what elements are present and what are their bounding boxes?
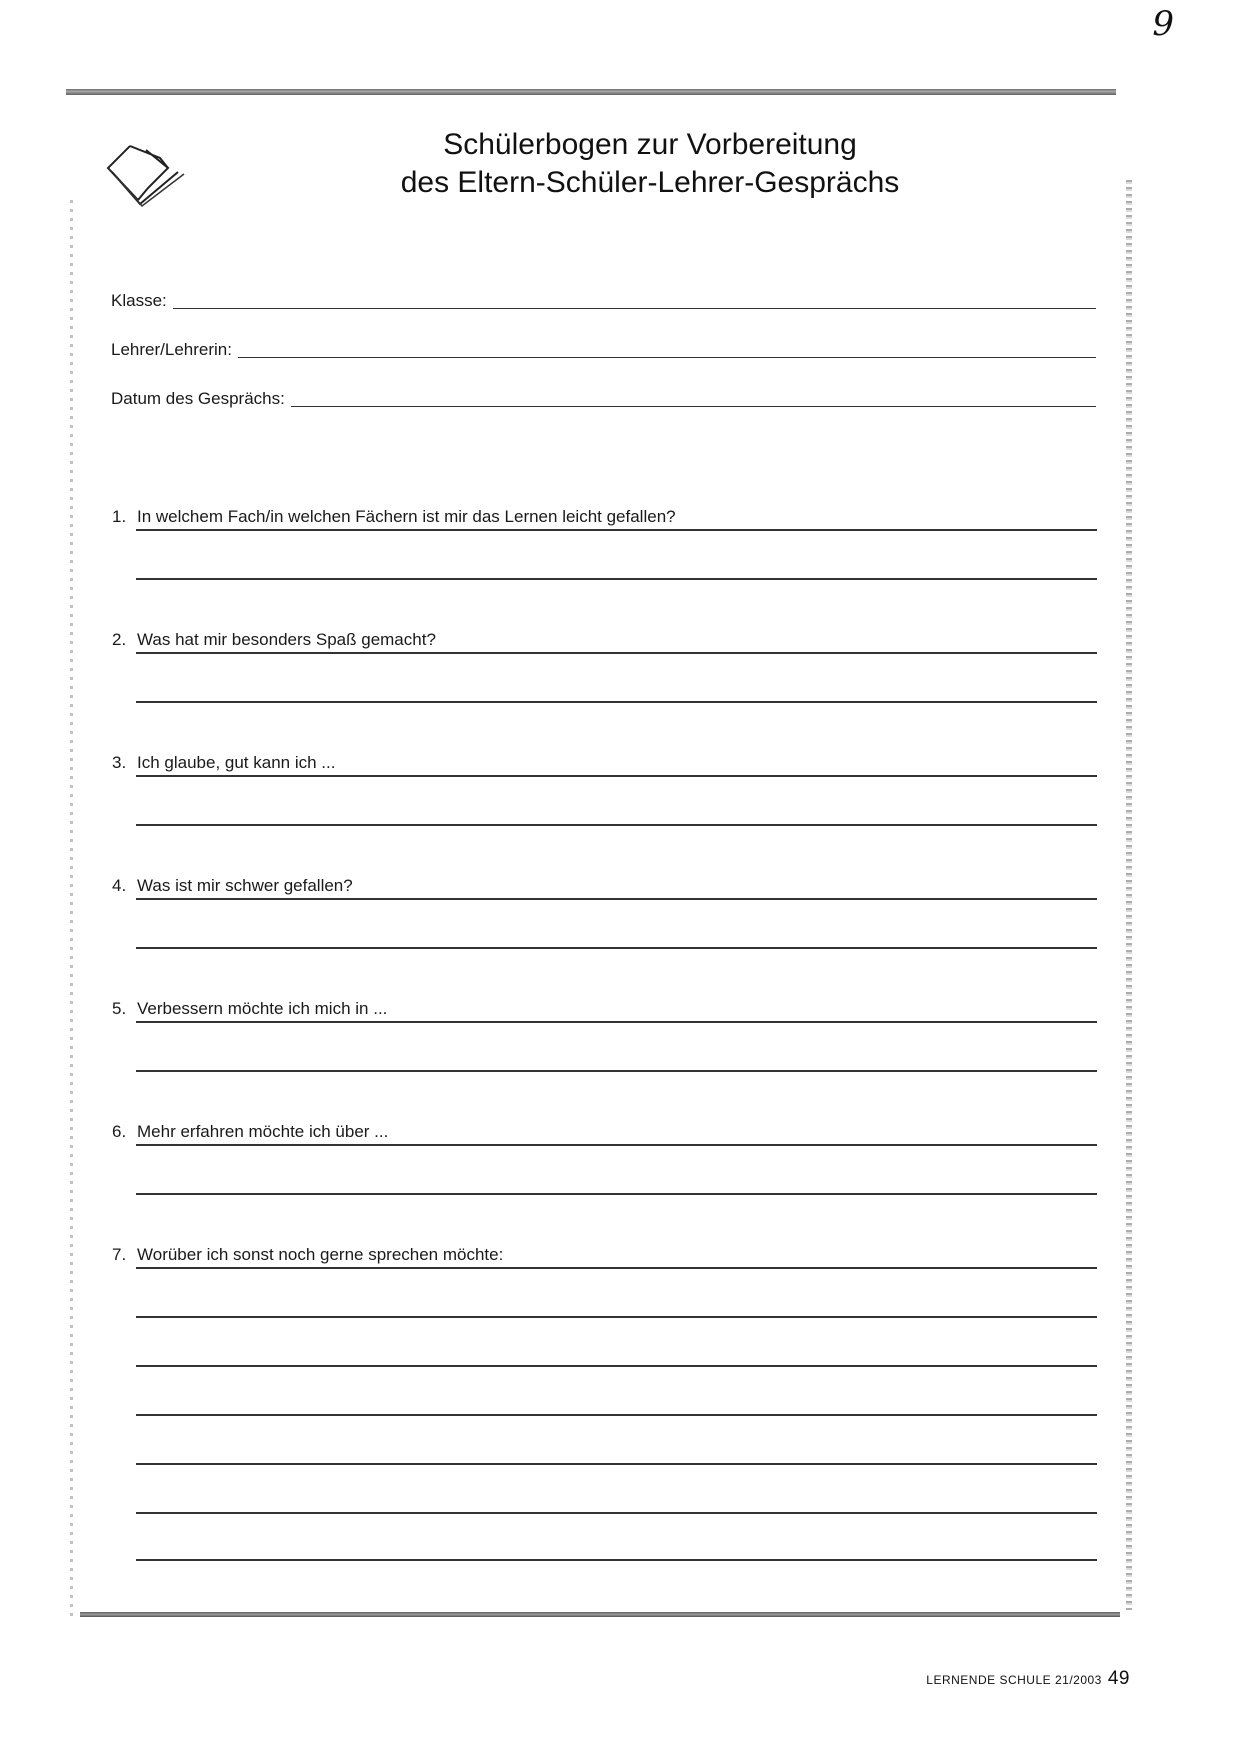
left-scan-edge [70,200,73,1620]
footer-publication: LERNENDE SCHULE 21/2003 [926,1673,1102,1687]
question-1-text: In welchem Fach/in welchen Fächern ist mir das Lernen leicht gefallen? [137,507,676,526]
title-line-1: Schülerbogen zur Vorbereitung [443,128,857,161]
datum-label: Datum des Gesprächs: [111,389,291,409]
question-2-label: 2. Was hat mir besonders Spaß gemacht? [112,630,436,649]
question-5-label: 5. Verbessern möchte ich mich in ... [112,999,388,1018]
lehrer-label: Lehrer/Lehrerin: [111,340,238,360]
book-logo-icon [100,138,190,213]
question-7-label: 7. Worüber ich sonst noch gerne sprechen möchte: [112,1245,504,1264]
handwritten-page-number: 9 [1152,4,1174,44]
klasse-field[interactable] [111,283,1096,313]
question-3-label: 3. Ich glaube, gut kann ich ... [112,753,336,772]
question-7-text: Worüber ich sonst noch gerne sprechen möchte: [137,1245,504,1264]
question-6-text: Mehr erfahren möchte ich über ... [137,1122,389,1141]
top-rule [66,89,1116,95]
question-1-block[interactable] [112,505,1097,585]
question-2-block[interactable] [112,628,1097,708]
question-2-text: Was hat mir besonders Spaß gemacht? [137,630,436,649]
question-4-label: 4. Was ist mir schwer gefallen? [112,876,353,895]
question-7-block[interactable] [112,1243,1097,1573]
question-5-text: Verbessern möchte ich mich in ... [137,999,388,1018]
footer-page-number: 49 [1107,1668,1130,1689]
question-5-block[interactable] [112,997,1097,1077]
klasse-label: Klasse: [111,291,173,311]
question-3-block[interactable] [112,751,1097,831]
question-6-label: 6. Mehr erfahren möchte ich über ... [112,1122,389,1141]
question-4-text: Was ist mir schwer gefallen? [137,876,353,895]
question-4-block[interactable] [112,874,1097,954]
datum-field[interactable] [111,381,1096,411]
footer [926,1668,1130,1690]
question-3-text: Ich glaube, gut kann ich ... [137,753,336,772]
question-6-block[interactable] [112,1120,1097,1200]
bottom-rule [80,1612,1120,1617]
page-title [300,126,1000,202]
question-1-label: 1. In welchem Fach/in welchen Fächern ist mir das Lernen leicht gefallen? [112,507,676,526]
title-line-2: des Eltern-Schüler-Lehrer-Gesprächs [400,166,900,199]
right-scan-edge [1126,180,1132,1610]
lehrer-field[interactable] [111,332,1096,362]
